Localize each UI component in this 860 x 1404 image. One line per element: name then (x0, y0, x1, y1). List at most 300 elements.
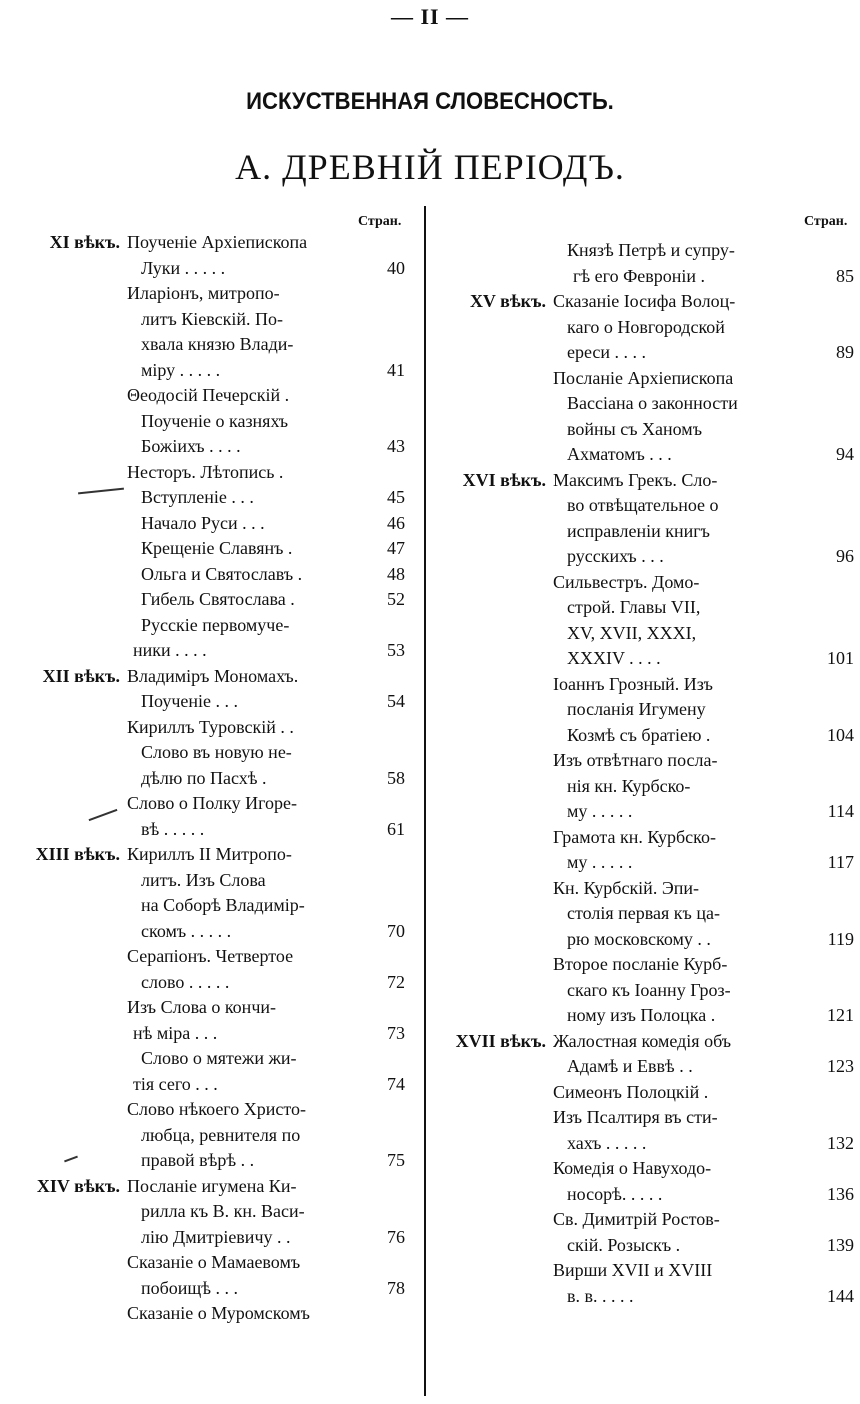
toc-entry (0, 383, 405, 409)
century-label (436, 315, 553, 341)
page-ref (812, 519, 854, 545)
toc-entry (0, 1021, 405, 1047)
toc-entry (0, 689, 405, 715)
page-ref: 52 (387, 589, 405, 609)
page-ref (812, 621, 854, 647)
toc-entry (0, 1301, 405, 1327)
entry-title: гѣ его Февроніи . (573, 265, 706, 286)
page-ref (812, 876, 854, 902)
century-label (436, 595, 553, 621)
page-ref (363, 460, 405, 486)
century-label (436, 825, 553, 851)
toc-entry (436, 723, 854, 749)
century-label (0, 817, 127, 843)
century-label (436, 978, 553, 1004)
century-label: XI вѣкъ. (49, 232, 120, 252)
entry-title: Слово нѣкоего Христо- (127, 1099, 306, 1119)
century-label (0, 995, 127, 1021)
toc-entry (0, 434, 405, 460)
entry-title: Князѣ Петрѣ и супру- (567, 240, 735, 260)
toc-entry (0, 1046, 405, 1072)
century-label (436, 1054, 553, 1080)
toc-entry (436, 621, 854, 647)
toc-entry (436, 1258, 854, 1284)
entry-title: Луки . . . . . (141, 257, 226, 278)
entry-title: Кириллъ II Митропо- (127, 844, 292, 864)
toc-entry (436, 672, 854, 698)
century-label (0, 307, 127, 333)
toc-entry (0, 995, 405, 1021)
entry-title: Ольга и Святославъ . (141, 563, 303, 584)
toc-entry (436, 570, 854, 596)
toc-entry (436, 1284, 854, 1310)
century-label (0, 536, 127, 562)
century-label (436, 1105, 553, 1131)
entry-title: Вирши XVII и XVIII (553, 1260, 713, 1280)
entry-title: Θеодосій Печерскій . (127, 385, 290, 405)
toc-entry (436, 825, 854, 851)
toc-entry (0, 587, 405, 613)
page-ref (812, 672, 854, 698)
page-ref: 119 (827, 928, 854, 949)
toc-entry (0, 409, 405, 435)
page-ref (363, 307, 405, 333)
toc-entry (436, 850, 854, 876)
toc-entry (436, 1182, 854, 1208)
toc-entry (0, 307, 405, 333)
toc-entry (436, 1131, 854, 1157)
entry-title: Жалостная комедія объ (553, 1030, 732, 1051)
toc-entry (0, 766, 405, 792)
entry-title: Изъ Псалтиря въ сти- (553, 1107, 718, 1127)
page-ref: 132 (827, 1132, 854, 1153)
page-ref (363, 1174, 405, 1200)
toc-entry (0, 919, 405, 945)
page-ref: 96 (836, 546, 854, 566)
toc-entry (436, 799, 854, 825)
century-label (436, 850, 553, 876)
century-label (0, 944, 127, 970)
century-label (0, 511, 127, 537)
entry-title: в. в. . . . . (567, 1285, 634, 1306)
toc-entry (436, 927, 854, 953)
century-label (0, 868, 127, 894)
century-label (0, 1301, 127, 1327)
entry-title: столія первая къ ца- (567, 903, 720, 923)
toc-entry (0, 817, 405, 843)
toc-entry (0, 1276, 405, 1302)
page-ref: 72 (387, 971, 405, 992)
century-label (436, 621, 553, 647)
entry-title: Слово въ новую не- (141, 742, 292, 762)
toc-entry (0, 1250, 405, 1276)
century-label (436, 238, 553, 264)
page-ref: 76 (387, 1226, 405, 1247)
entry-title: войны съ Ханомъ (567, 418, 703, 439)
page-ref (812, 748, 854, 774)
page-ref: 121 (827, 1005, 854, 1025)
entry-title: Несторъ. Лѣтопись . (127, 461, 284, 482)
page-ref (812, 774, 854, 800)
page-ref: 117 (827, 852, 854, 872)
century-label: XIV вѣкъ. (36, 1175, 120, 1196)
page-ref (363, 868, 405, 894)
toc-entry (436, 1233, 854, 1259)
page-ref (812, 1156, 854, 1182)
toc-entry (436, 697, 854, 723)
page-ref: 73 (387, 1022, 405, 1043)
century-label (0, 383, 127, 409)
page-ref (812, 1105, 854, 1131)
entry-title: Начало Руси . . . (141, 512, 265, 533)
page-ref: 53 (387, 640, 405, 660)
toc-entry (436, 952, 854, 978)
toc-entry (0, 664, 405, 690)
page-ref: 89 (836, 342, 854, 362)
page-ref (812, 901, 854, 927)
century-label (436, 1156, 553, 1182)
toc-entry (436, 1029, 854, 1055)
page-ref: 75 (387, 1150, 405, 1170)
page-ref: 40 (387, 257, 405, 278)
entry-title: правой вѣрѣ . . (141, 1150, 255, 1170)
toc-entry (0, 1174, 405, 1200)
page-ref (812, 825, 854, 851)
entry-title: Сказаніе о Мамаевомъ (127, 1252, 301, 1272)
entry-title: рю московскому . . (567, 928, 711, 949)
century-label (436, 570, 553, 596)
century-label (0, 1097, 127, 1123)
century-label (0, 409, 127, 435)
toc-entry (436, 417, 854, 443)
entry-title: исправленіи книгъ (567, 520, 710, 541)
entry-title: ереси . . . . (567, 342, 647, 362)
page-ref (812, 468, 854, 494)
century-label (0, 970, 127, 996)
entry-title: XXXIV . . . . (567, 648, 661, 668)
page-ref: 74 (387, 1073, 405, 1094)
century-label (436, 1131, 553, 1157)
page-ref: 144 (827, 1285, 854, 1306)
entry-title: Посланіе Архіепископа (553, 367, 734, 388)
page-ref (363, 893, 405, 919)
century-label (0, 689, 127, 715)
century-label (0, 1123, 127, 1149)
century-label (436, 1182, 553, 1208)
century-label (436, 723, 553, 749)
toc-entry (436, 774, 854, 800)
entry-title: Св. Димитрій Ростов- (553, 1209, 720, 1229)
entry-title: Поученіе о казняхъ (141, 410, 289, 431)
page-ref (363, 842, 405, 868)
page-ref: 104 (827, 724, 854, 745)
century-label (436, 1284, 553, 1310)
page-ref (812, 570, 854, 596)
entry-title: му . . . . . (567, 801, 633, 821)
entry-title: лію Дмитріевичу . . (141, 1226, 291, 1247)
page-ref (812, 1258, 854, 1284)
page-ref: 94 (836, 444, 854, 464)
toc-entry (436, 544, 854, 570)
toc-entry (0, 485, 405, 511)
toc-entry (436, 468, 854, 494)
entry-title: Божіихъ . . . . (141, 436, 241, 456)
century-label (0, 740, 127, 766)
toc-entry (0, 511, 405, 537)
column-divider (424, 206, 426, 1396)
century-label (436, 1207, 553, 1233)
toc-entry (0, 1148, 405, 1174)
entry-title: хахъ . . . . . (567, 1132, 647, 1153)
century-label (436, 417, 553, 443)
toc-entry (436, 366, 854, 392)
century-label (436, 493, 553, 519)
entry-title: Сказаніе о Муромскомъ (127, 1303, 310, 1323)
toc-entry (0, 536, 405, 562)
entry-title: Поученіе Архіепископа (127, 232, 308, 252)
entry-title: міру . . . . . (141, 359, 221, 380)
century-label: XIII вѣкъ. (35, 844, 120, 864)
toc-entry (0, 868, 405, 894)
page-ref: 48 (387, 563, 405, 584)
entry-title: му . . . . . (567, 852, 633, 872)
toc-entry (436, 876, 854, 902)
entry-title: Вассіана о законности (567, 393, 738, 413)
century-label (0, 587, 127, 613)
toc-entry (436, 1003, 854, 1029)
page-ref (812, 952, 854, 978)
toc-entry (0, 256, 405, 282)
entry-title: Вступленіе . . . (141, 487, 254, 507)
entry-title: Крещеніе Славянъ . (141, 538, 293, 558)
entry-title: Изъ Слова о кончи- (127, 997, 276, 1017)
century-label (0, 460, 127, 486)
century-label (0, 1021, 127, 1047)
century-label (0, 281, 127, 307)
entry-title: вѣ . . . . . (141, 818, 205, 839)
page-ref (363, 1046, 405, 1072)
page-ref (812, 417, 854, 443)
century-label (0, 256, 127, 282)
century-label (436, 697, 553, 723)
toc-entry (0, 460, 405, 486)
century-label (0, 562, 127, 588)
entry-title: XV, XVII, XXXI, (567, 622, 697, 643)
entry-title: строй. Главы VII, (567, 597, 701, 617)
page-ref: 58 (387, 767, 405, 788)
left-column (0, 230, 405, 1327)
entry-title: литъ Кіевскій. По- (141, 308, 284, 329)
entry-title: Гибель Святослава . (141, 589, 295, 609)
page-ref (363, 409, 405, 435)
page-ref (363, 715, 405, 741)
period-title: А. ДРЕВНІЙ ПЕРІОДЪ. (235, 147, 625, 187)
toc-entry (0, 230, 405, 256)
century-label (436, 876, 553, 902)
entry-title: рилла къ В. кн. Васи- (141, 1201, 305, 1221)
page-ref: 47 (387, 538, 405, 558)
toc-entry (0, 842, 405, 868)
toc-entry (0, 562, 405, 588)
century-label (436, 1258, 553, 1284)
toc-entry (0, 613, 405, 639)
entry-title: ники . . . . (133, 640, 207, 660)
toc-entry (436, 340, 854, 366)
page-ref (363, 740, 405, 766)
entry-title: русскихъ . . . (567, 546, 664, 566)
century-label (0, 766, 127, 792)
entry-title: Адамѣ и Еввѣ . . (567, 1056, 693, 1076)
page-ref (363, 1301, 405, 1327)
entry-title: Іоаннъ Грозный. Изъ (553, 673, 713, 694)
century-label (436, 340, 553, 366)
page-ref (363, 664, 405, 690)
entry-title: любца, ревнителя по (141, 1124, 301, 1145)
toc-entry (0, 1225, 405, 1251)
entry-title: Ахматомъ . . . (567, 444, 672, 464)
entry-title: ному изъ Полоцка . (567, 1005, 716, 1025)
toc-entry (436, 595, 854, 621)
entry-title: Сказаніе Іосифа Волоц- (553, 291, 736, 311)
page-ref (812, 1080, 854, 1106)
page-ref: 101 (827, 648, 854, 668)
century-label (0, 613, 127, 639)
page-ref: 139 (827, 1234, 854, 1255)
entry-title: Русскіе первомуче- (141, 614, 290, 635)
entry-title: Серапіонъ. Четвертое (127, 946, 294, 966)
entry-title: Максимъ Грекъ. Сло- (553, 469, 718, 490)
page-ref (363, 332, 405, 358)
toc-entry (436, 1156, 854, 1182)
page-ref: 136 (827, 1183, 854, 1204)
page-ref (363, 1123, 405, 1149)
century-label (436, 799, 553, 825)
toc-entry (436, 493, 854, 519)
toc-entry (0, 1199, 405, 1225)
page-ref (812, 595, 854, 621)
century-label (0, 715, 127, 741)
page-ref (363, 1097, 405, 1123)
page-ref (812, 366, 854, 392)
century-label: XII вѣкъ. (42, 665, 120, 686)
entry-title: Грамота кн. Курбско- (553, 826, 716, 847)
page-ref (812, 289, 854, 315)
toc-entry (436, 1080, 854, 1106)
century-label (0, 332, 127, 358)
entry-title: скій. Розыскъ . (567, 1234, 681, 1255)
entry-title: Кн. Курбскій. Эпи- (553, 877, 699, 898)
entry-title: нѣ міра . . . (133, 1022, 218, 1043)
toc-entry (436, 289, 854, 315)
page-ref: 78 (387, 1277, 405, 1298)
century-label (436, 1003, 553, 1029)
century-label (436, 544, 553, 570)
entry-title: побоищѣ . . . (141, 1277, 239, 1298)
page-ref: 45 (387, 487, 405, 507)
page-ref: 123 (827, 1056, 854, 1076)
entry-title: Слово о мятежи жи- (141, 1048, 297, 1068)
century-label (436, 748, 553, 774)
page-ref: 46 (387, 512, 405, 533)
toc-entry (436, 442, 854, 468)
toc-entry (0, 332, 405, 358)
toc-entry (436, 646, 854, 672)
toc-entry (0, 893, 405, 919)
entry-title: на Соборѣ Владимір- (141, 895, 305, 915)
century-label (0, 1225, 127, 1251)
century-label (436, 774, 553, 800)
toc-entry (0, 358, 405, 384)
page-ref: 85 (836, 265, 854, 286)
page-header-right: Стран. (804, 214, 848, 229)
page-ref (363, 613, 405, 639)
page-header-left: Стран. (358, 214, 402, 229)
page-ref (812, 697, 854, 723)
toc-entry (0, 1123, 405, 1149)
entry-title: Изъ отвѣтнаго посла- (553, 750, 718, 770)
entry-title: посланія Игумену (567, 699, 706, 719)
entry-title: во отвѣщательное о (567, 495, 719, 515)
century-label (436, 264, 553, 290)
page-ref (363, 944, 405, 970)
entry-title: Слово о Полку Игоре- (127, 793, 298, 813)
century-label: XV вѣкъ. (469, 291, 546, 311)
century-label (0, 1276, 127, 1302)
page-ref (363, 281, 405, 307)
century-label (0, 1046, 127, 1072)
toc-entry (436, 391, 854, 417)
entry-title: Козмѣ съ братіею . (567, 724, 711, 745)
toc-entry (0, 1072, 405, 1098)
century-label (0, 919, 127, 945)
entry-title: Иларіонъ, митропо- (127, 283, 280, 303)
entry-title: тія сего . . . (133, 1073, 218, 1094)
page-ref (363, 1199, 405, 1225)
entry-title: Посланіе игумена Ки- (127, 1175, 297, 1196)
entry-title: Комедія о Навуходо- (553, 1158, 712, 1178)
entry-title: носорѣ. . . . . (567, 1183, 663, 1204)
toc-entry (0, 791, 405, 817)
page-ref (812, 315, 854, 341)
century-label (0, 1250, 127, 1276)
entry-title: хвала князю Влади- (141, 334, 294, 354)
entry-title: Сильвестръ. Домо- (553, 571, 700, 592)
century-label (436, 672, 553, 698)
entry-title: каго о Новгородской (567, 316, 725, 337)
toc-entry (0, 638, 405, 664)
toc-entry (436, 978, 854, 1004)
toc-entry (0, 944, 405, 970)
page-ref (812, 493, 854, 519)
page-ref (812, 1207, 854, 1233)
century-label (0, 1199, 127, 1225)
toc-entry (0, 970, 405, 996)
century-label (436, 391, 553, 417)
page-ref (812, 391, 854, 417)
century-label: XVI вѣкъ. (462, 469, 546, 490)
century-label (436, 366, 553, 392)
century-label (436, 519, 553, 545)
page-ref (363, 383, 405, 409)
entry-title: Поученіе . . . (141, 691, 238, 711)
page-ref: 43 (387, 436, 405, 456)
century-label (436, 442, 553, 468)
page-ref (363, 1250, 405, 1276)
page-ref: 41 (387, 359, 405, 380)
century-label (436, 1233, 553, 1259)
toc-entry (436, 748, 854, 774)
toc-entry (436, 901, 854, 927)
